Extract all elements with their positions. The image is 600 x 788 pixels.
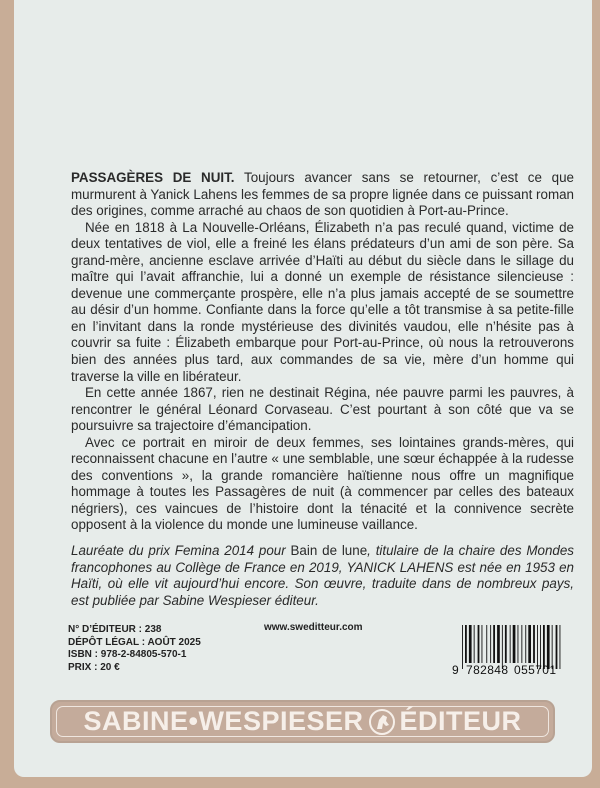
website-link[interactable]: www.sweditteur.com	[264, 622, 363, 633]
bio-book-title: Bain de lune	[290, 543, 368, 559]
book-title: PASSAGÈRES DE NUIT.	[71, 170, 235, 185]
author-bio	[71, 543, 574, 609]
barcode-digits-left: 782848	[466, 663, 508, 675]
barcode-bar	[465, 625, 467, 663]
publisher-label: ÉDITEUR	[399, 706, 522, 736]
barcode-bar	[510, 625, 511, 663]
barcode-bar	[474, 625, 475, 663]
barcode-bar	[528, 625, 531, 663]
barcode-digit-first: 9	[452, 663, 459, 675]
publication-info	[68, 624, 201, 674]
bio-text: est née en 1953 en Haïti, où elle vit aujourd’hui encore. Son œuvre, traduite dans de nombreux pays, est publiée par Sabine Wespieser éditeur.	[71, 559, 575, 608]
barcode-bar	[533, 625, 535, 663]
barcode	[452, 625, 564, 675]
barcode-bar	[493, 625, 495, 663]
publisher-logo-banner	[50, 700, 555, 743]
blurb-paragraph-2: Née en 1818 à La Nouvelle-Orléans, Élizabeth n’a pas reculé quand, victime de deux tentatives de viol, elle a freiné les élans prédateurs d’un ami de son père. Sa grand-mère, ancienne esclave arrivée d’Haïti au début du siècle dans le sillage du maître qui l’avait affranchie, lui a donné un exemple de résistance silencieuse : devenue une commerçante prospère, elle n’a plus jamais accepté de se soumettre au désir d’un homme. Confiante dans la force qu’elle a tôt transmise à sa petite-fille en l’invitant dans la ronde mystérieuse des divinités vaudou, elle n’hésite pas à couvrir sa fuite : Élizabeth embarque pour Port-au-Prince, où nous la retrouverons bien des années plus tard, aux commandes de sa vie, mère d’un homme qui traverse la ville en libérateur.	[71, 219, 574, 384]
blurb-paragraph-4: Avec ce portrait en miroir de deux femmes, ses lointaines grands-mères, qui reconnaissent chacune en l’autre « une semblable, une sœur échappée à la rudesse des conventions », la grande romancière haïtienne nous offre un magnifique hommage à toutes les Passagères de nuit (à commencer par celles des bateaux négriers), ces vaincues de l’histoire dont la ténacité et la connivence secrète opposent à la violence du monde une lumineuse vaillance.	[71, 434, 574, 533]
horse-logo-icon	[368, 708, 396, 736]
publisher-number: N° D’ÉDITEUR : 238	[68, 624, 162, 635]
blurb-paragraph-1	[71, 170, 574, 220]
back-cover	[14, 0, 592, 777]
barcode-bar	[497, 625, 500, 663]
legal-deposit: DÉPÔT LÉGAL : AOÛT 2025	[68, 636, 201, 648]
paragraph-text: Toujours avancer sans se retourner, c’est ce que murmurent à Yanick Lahens les femmes de sa propre lignée dans ce puissant roman des origines, comme arraché au chaos de son quotidien à Port-au-Prince.	[71, 170, 575, 219]
barcode-bar	[560, 625, 561, 669]
barcode-bar	[478, 625, 480, 663]
barcode-digits-right: 055701	[514, 663, 556, 675]
barcode-bar	[482, 625, 483, 663]
barcode-bar	[525, 625, 526, 663]
barcode-bar	[505, 625, 507, 663]
bio-text: , titulaire de la chaire des Mondes francophones au Collège de France en 2019,	[71, 543, 574, 575]
barcode-bar	[469, 625, 472, 663]
barcode-bar	[486, 625, 487, 663]
barcode-bar	[518, 625, 519, 663]
barcode-bar	[521, 625, 522, 663]
blurb-paragraph-3: En cette année 1867, rien ne destinait Régina, née pauvre parmi les pauvres, à rencontrer le général Léonard Corvaseau. C’est pourtant à son côté que va se poursuivre sa trajectoire d’émancipation.	[71, 385, 574, 434]
isbn: ISBN : 978-2-84805-570-1	[68, 649, 187, 660]
barcode-bar	[462, 625, 463, 669]
blurb-text	[71, 170, 574, 609]
barcode-bar	[513, 625, 516, 663]
barcode-bar	[490, 625, 491, 663]
publisher-name: SABINE•WESPIESER	[83, 706, 364, 736]
bio-author-name: YANICK LAHENS	[346, 559, 454, 575]
price: PRIX : 20 €	[68, 661, 120, 673]
bio-text: Lauréate du prix Femina 2014 pour	[71, 543, 291, 559]
